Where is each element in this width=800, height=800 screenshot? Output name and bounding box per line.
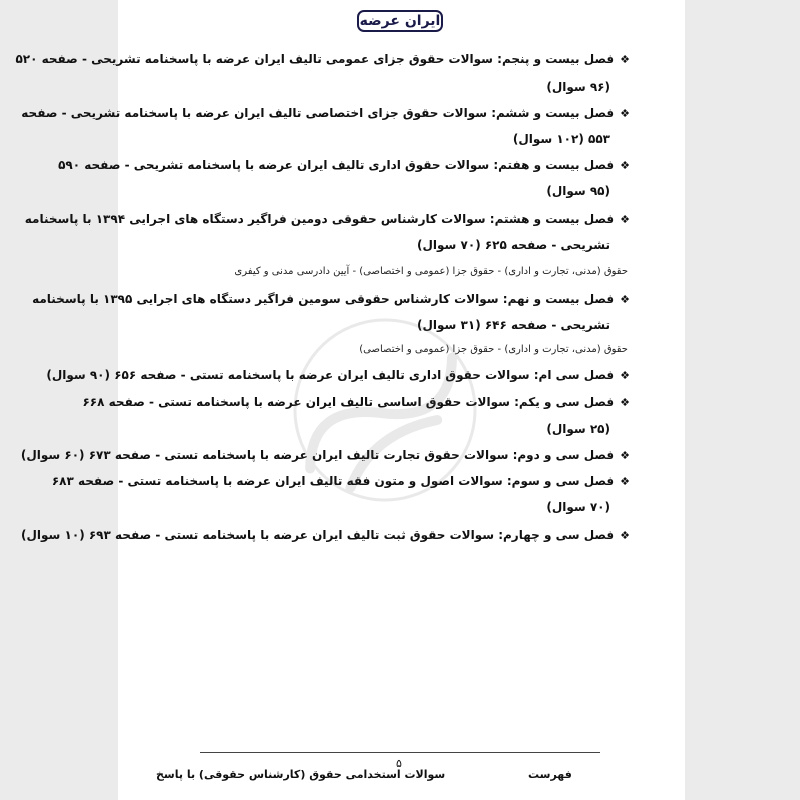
toc-entry-29-cont: تشریحی - صفحه ۶۴۶ (۳۱ سوال) [417, 318, 610, 332]
toc-entry-25-cont: (۹۶ سوال) [546, 80, 610, 94]
page-number: ۵ [396, 757, 402, 770]
toc-entry-27-cont: (۹۵ سوال) [546, 184, 610, 198]
toc-entry-32: ❖فصل سی و دوم: سوالات حقوق تجارت تالیف ایران عرضه با پاسخنامه تستی - صفحه ۶۷۳ (۶۰ سوال) [20, 448, 630, 462]
toc-entry-26-cont: ۵۵۳ (۱۰۲ سوال) [512, 132, 610, 146]
diamond-bullet-icon: ❖ [620, 396, 630, 409]
toc-entry-34: ❖فصل سی و چهارم: سوالات حقوق ثبت تالیف ایران عرضه با پاسخنامه تستی - صفحه ۶۹۳ (۱۰ سوال) [21, 528, 630, 542]
logo-text: ایران عرضه [359, 13, 441, 29]
toc-entry-33: ❖فصل سی و سوم: سوالات اصول و متون فقه تالیف ایران عرضه با پاسخنامه تستی - صفحه ۶۸۳ [51, 474, 630, 488]
diamond-bullet-icon: ❖ [620, 293, 630, 306]
diamond-bullet-icon: ❖ [620, 475, 630, 488]
footer-section: فهرست [528, 768, 572, 781]
toc-entry-33-cont: (۷۰ سوال) [546, 500, 610, 514]
toc-entry-28: ❖فصل بیست و هشتم: سوالات کارشناس حقوقی دومین فراگیر دستگاه های اجرایی ۱۳۹۴ با پاسخنامه [24, 212, 630, 226]
diamond-bullet-icon: ❖ [620, 53, 630, 66]
footer-divider [200, 752, 600, 753]
toc-entry-28-cont: تشریحی - صفحه ۶۲۵ (۷۰ سوال) [417, 238, 610, 252]
diamond-bullet-icon: ❖ [620, 159, 630, 172]
toc-entry-25: ❖فصل بیست و پنجم: سوالات حقوق جزای عمومی تالیف ایران عرضه با پاسخنامه تشریحی - صفحه ۵۲۰ [15, 52, 630, 66]
footer-book-title: سوالات استخدامی حقوق (کارشناس حقوقی) با پاسخ [156, 768, 446, 781]
toc-entry-29-subjects: حقوق (مدنی، تجارت و اداری) - حقوق جزا (عمومی و اختصاصی) [359, 344, 628, 355]
diamond-bullet-icon: ❖ [620, 213, 630, 226]
toc-entry-27: ❖فصل بیست و هفتم: سوالات حقوق اداری تالیف ایران عرضه با پاسخنامه تشریحی - صفحه ۵۹۰ [58, 158, 630, 172]
diamond-bullet-icon: ❖ [620, 369, 630, 382]
diamond-bullet-icon: ❖ [620, 449, 630, 462]
toc-entry-31: ❖فصل سی و یکم: سوالات حقوق اساسی تالیف ایران عرضه با پاسخنامه تستی - صفحه ۶۶۸ [82, 395, 630, 409]
diamond-bullet-icon: ❖ [620, 107, 630, 120]
brand-logo [357, 10, 443, 32]
toc-entry-26: ❖فصل بیست و ششم: سوالات حقوق جزای اختصاصی تالیف ایران عرضه با پاسخنامه تشریحی - صفحه [21, 106, 630, 120]
toc-entry-31-cont: (۲۵ سوال) [546, 422, 610, 436]
diamond-bullet-icon: ❖ [620, 529, 630, 542]
toc-entry-28-subjects: حقوق (مدنی، تجارت و اداری) - حقوق جزا (عمومی و اختصاصی) - آیین دادرسی مدنی و کیفری [234, 266, 628, 277]
toc-entry-30: ❖فصل سی ام: سوالات حقوق اداری تالیف ایران عرضه با پاسخنامه تستی - صفحه ۶۵۶ (۹۰ سوال) [46, 368, 630, 382]
toc-entry-29: ❖فصل بیست و نهم: سوالات کارشناس حقوقی سومین فراگیر دستگاه های اجرایی ۱۳۹۵ با پاسخنامه [32, 292, 630, 306]
